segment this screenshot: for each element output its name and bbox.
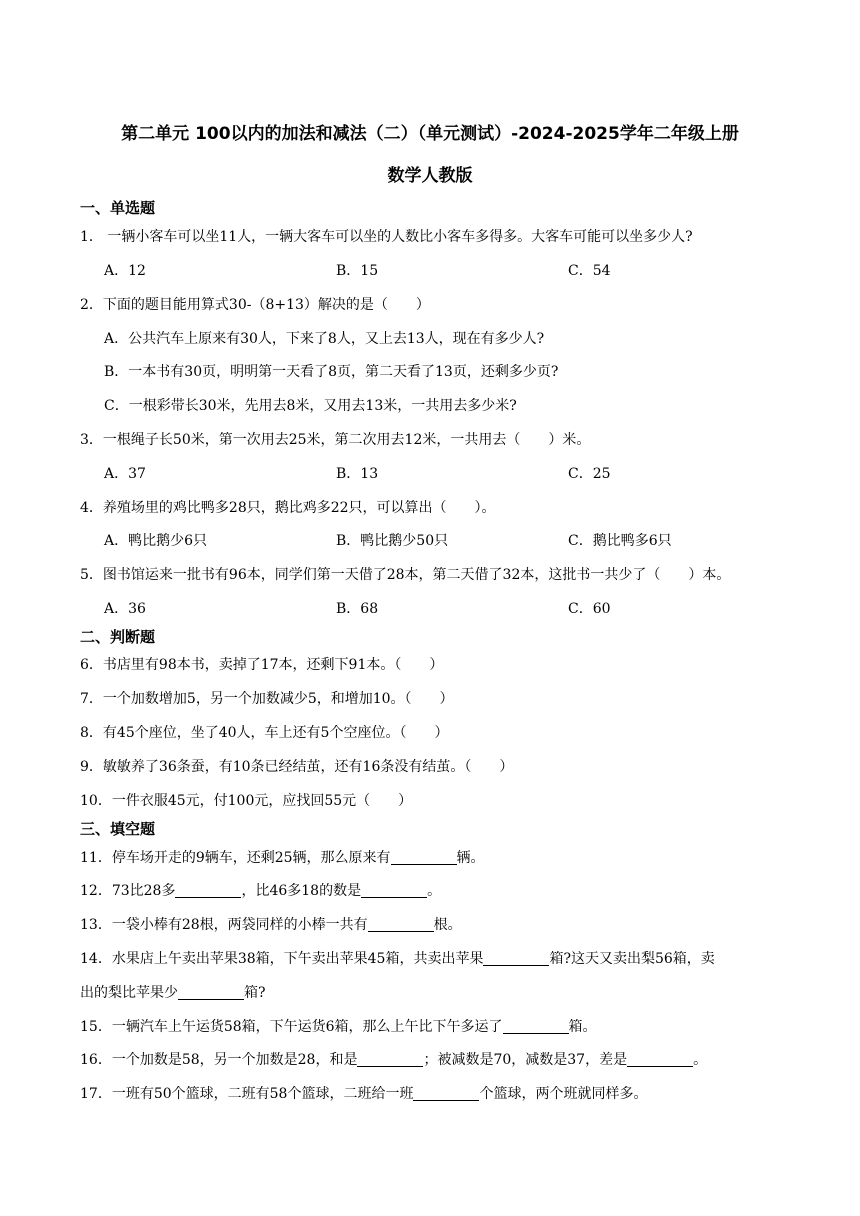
section-heading-fill-blank: 三、填空题 — [80, 820, 156, 838]
option-b: B．68 — [336, 601, 379, 617]
option-a: A．12 — [104, 263, 146, 279]
question-15: 15．一辆汽车上午运货58箱，下午运货6箱，那么上午比下午多运了 箱。 — [80, 1019, 597, 1035]
option-a: A．公共汽车上原来有30人，下来了8人，又上去13人，现在有多少人? — [104, 331, 545, 347]
option-a: A．37 — [104, 466, 146, 482]
option-b: B．13 — [336, 466, 379, 482]
section-heading-single-choice: 一、单选题 — [80, 199, 156, 217]
option-b: B．15 — [336, 263, 379, 279]
answer-blank[interactable] — [503, 1019, 569, 1034]
option-c: C．60 — [568, 601, 611, 617]
question-8: 8．有45个座位，坐了40人，车上还有5个空座位。（ ） — [80, 725, 449, 741]
question-3: 3．一根绳子长50米，第一次用去25米，第二次用去12米，一共用去（ ）米。 — [80, 432, 591, 448]
question-9: 9．敏敏养了36条蚕，有10条已经结茧，还有16条没有结茧。（ ） — [80, 759, 514, 775]
section-heading-true-false: 二、判断题 — [80, 628, 156, 646]
answer-blank[interactable] — [178, 985, 244, 1000]
option-c: C．25 — [568, 466, 611, 482]
question-4: 4．养殖场里的鸡比鸭多28只，鹅比鸡多22只，可以算出（ ）。 — [80, 500, 496, 516]
question-7: 7．一个加数增加5，另一个加数减少5，和增加10。（ ） — [80, 691, 454, 707]
option-a: A．36 — [104, 601, 146, 617]
option-b: B．鸭比鹅少50只 — [336, 533, 449, 549]
answer-blank[interactable] — [627, 1052, 693, 1067]
page-title-line2: 数学人教版 — [387, 166, 473, 186]
answer-blank[interactable] — [357, 1052, 423, 1067]
question-14: 14．水果店上午卖出苹果38箱，下午卖出苹果45箱，共卖出苹果 箱?这天又卖出梨56箱，卖 — [80, 951, 715, 967]
page-title: 第二单元 100以内的加法和减法（二）（单元测试）-2024-2025学年二年级上册 — [121, 124, 739, 144]
question-17: 17．一班有50个篮球，二班有58个篮球，二班给一班 个篮球，两个班就同样多。 — [80, 1086, 648, 1102]
question-14-line2: 出的梨比苹果少 箱? — [80, 985, 266, 1001]
option-c: C．鹅比鸭多6只 — [568, 533, 672, 549]
answer-blank[interactable] — [368, 917, 434, 932]
answer-blank[interactable] — [361, 883, 427, 898]
option-b: B．一本书有30页，明明第一天看了8页，第二天看了13页，还剩多少页? — [104, 364, 559, 380]
question-16: 16．一个加数是58，另一个加数是28，和是 ；被减数是70，减数是37，差是 。 — [80, 1052, 708, 1068]
question-12: 12．73比28多 ，比46多18的数是 。 — [80, 883, 442, 899]
question-13: 13．一袋小棒有28根，两袋同样的小棒一共有 根。 — [80, 917, 462, 933]
question-11: 11．停车场开走的9辆车，还剩25辆，那么原来有 辆。 — [80, 850, 485, 866]
answer-blank[interactable] — [175, 883, 241, 898]
answer-blank[interactable] — [413, 1086, 479, 1101]
question-5: 5．图书馆运来一批书有96本，同学们第一天借了28本，第二天借了32本，这批书一共少了（ ）本。 — [80, 567, 731, 583]
option-c: C．54 — [568, 263, 611, 279]
question-6: 6．书店里有98本书，卖掉了17本，还剩下91本。（ ） — [80, 657, 444, 673]
question-2: 2．下面的题目能用算式30-（8+13）解决的是（ ） — [80, 297, 430, 313]
question-1: 1． 一辆小客车可以坐11人，一辆大客车可以坐的人数比小客车多得多。大客车可能可以坐多少人? — [80, 229, 693, 245]
answer-blank[interactable] — [483, 951, 549, 966]
option-a: A．鸭比鹅少6只 — [104, 533, 208, 549]
answer-blank[interactable] — [391, 850, 457, 865]
question-10: 10．一件衣服45元，付100元，应找回55元（ ） — [80, 793, 413, 809]
option-c: C．一根彩带长30米，先用去8米，又用去13米，一共用去多少米? — [104, 398, 517, 414]
